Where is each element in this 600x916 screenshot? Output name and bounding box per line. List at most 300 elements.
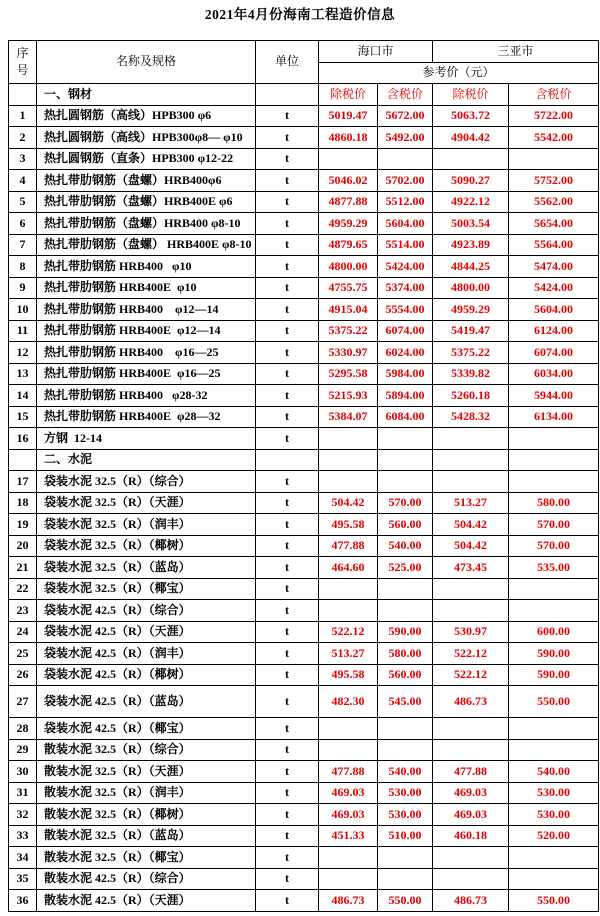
price-value-cell: 504.42 [433, 535, 509, 557]
price-value-cell [319, 471, 378, 493]
unit-cell: t [256, 342, 319, 364]
price-value-cell: 590.00 [509, 664, 599, 686]
price-value-cell: 504.42 [433, 514, 509, 536]
price-value-cell [433, 847, 509, 869]
item-name-cell: 袋装水泥 42.5（R）（天涯） [37, 621, 256, 643]
price-value-cell: 570.00 [378, 492, 433, 514]
price-value-cell: 5339.82 [433, 363, 509, 385]
price-value-cell: 550.00 [509, 686, 599, 718]
price-value-cell [319, 428, 378, 450]
col-header-unit: 单位 [256, 41, 319, 84]
price-value-cell [433, 578, 509, 600]
price-value-cell: 6034.00 [509, 363, 599, 385]
price-value-cell: 5375.22 [433, 342, 509, 364]
price-value-cell: 486.73 [433, 890, 509, 912]
price-value-cell: 5375.22 [319, 320, 378, 342]
unit-cell: t [256, 170, 319, 192]
unit-cell: t [256, 320, 319, 342]
serial-number-cell: 18 [9, 492, 37, 514]
price-value-cell: 5752.00 [509, 170, 599, 192]
price-value-cell [509, 578, 599, 600]
unit-cell: t [256, 277, 319, 299]
price-value-cell: 5984.00 [378, 363, 433, 385]
unit-cell: t [256, 471, 319, 493]
price-value-cell [433, 600, 509, 622]
item-row [9, 621, 599, 643]
unit-cell [256, 449, 319, 471]
price-type-label-cell: 含税价 [509, 84, 599, 106]
price-value-cell: 550.00 [509, 890, 599, 912]
price-value-cell: 6074.00 [378, 320, 433, 342]
serial-number-cell: 25 [9, 643, 37, 665]
price-value-cell [509, 471, 599, 493]
item-row [9, 782, 599, 804]
price-value-cell [378, 739, 433, 761]
price-type-label-cell: 除税价 [319, 84, 378, 106]
price-value-cell: 4755.75 [319, 277, 378, 299]
price-value-cell: 477.88 [319, 761, 378, 783]
unit-cell [256, 84, 319, 106]
unit-cell: t [256, 492, 319, 514]
item-name-cell: 热扎圆钢筋（高线）HPB300 φ6 [37, 105, 256, 127]
price-value-cell [378, 578, 433, 600]
price-value-cell [378, 718, 433, 740]
item-row [9, 191, 599, 213]
price-value-cell: 5428.32 [433, 406, 509, 428]
unit-cell: t [256, 664, 319, 686]
item-name-cell: 袋装水泥 32.5（R）（天涯） [37, 492, 256, 514]
serial-number-cell [9, 449, 37, 471]
unit-cell: t [256, 363, 319, 385]
price-value-cell: 5474.00 [509, 256, 599, 278]
serial-number-cell: 33 [9, 825, 37, 847]
item-row [9, 299, 599, 321]
price-value-cell: 5374.00 [378, 277, 433, 299]
price-value-cell: 495.58 [319, 514, 378, 536]
price-value-cell [509, 428, 599, 450]
unit-cell: t [256, 847, 319, 869]
unit-cell: t [256, 148, 319, 170]
price-type-label-cell: 除税价 [433, 84, 509, 106]
price-value-cell: 580.00 [509, 492, 599, 514]
price-value-cell: 520.00 [509, 825, 599, 847]
unit-cell: t [256, 782, 319, 804]
item-name-cell: 散装水泥 32.5（R）（椰树） [37, 804, 256, 826]
price-value-cell: 4879.65 [319, 234, 378, 256]
item-name-cell: 散装水泥 42.5（R）（天涯） [37, 890, 256, 912]
unit-cell: t [256, 686, 319, 718]
price-value-cell: 5330.97 [319, 342, 378, 364]
item-name-cell: 袋装水泥 42.5（R）（润丰） [37, 643, 256, 665]
price-value-cell: 5384.07 [319, 406, 378, 428]
price-value-cell: 5295.58 [319, 363, 378, 385]
price-value-cell: 4800.00 [319, 256, 378, 278]
serial-number-cell: 24 [9, 621, 37, 643]
unit-cell: t [256, 761, 319, 783]
price-value-cell: 4877.88 [319, 191, 378, 213]
price-value-cell: 5564.00 [509, 234, 599, 256]
price-value-cell: 530.00 [509, 804, 599, 826]
item-row [9, 471, 599, 493]
price-value-cell: 545.00 [378, 686, 433, 718]
unit-cell: t [256, 825, 319, 847]
unit-cell: t [256, 428, 319, 450]
section-title-cell: 二、水泥 [37, 449, 256, 471]
item-name-cell: 热扎带肋钢筋（盘螺）HRB400φ6 [37, 170, 256, 192]
item-name-cell: 热扎带肋钢筋（盘螺） HRB400E φ8-10 [37, 234, 256, 256]
price-value-cell: 570.00 [509, 535, 599, 557]
price-value-cell: 5604.00 [378, 213, 433, 235]
price-value-cell [319, 578, 378, 600]
price-value-cell: 590.00 [509, 643, 599, 665]
serial-number-cell: 11 [9, 320, 37, 342]
unit-cell: t [256, 299, 319, 321]
col-header-name-spec: 名称及规格 [37, 41, 256, 84]
item-name-cell: 袋装水泥 42.5（R）（椰树） [37, 664, 256, 686]
item-name-cell: 方钢 12-14 [37, 428, 256, 450]
unit-cell: t [256, 718, 319, 740]
item-name-cell: 袋装水泥 32.5（R）（蓝岛） [37, 557, 256, 579]
item-name-cell: 散装水泥 32.5（R）（蓝岛） [37, 825, 256, 847]
serial-number-cell: 22 [9, 578, 37, 600]
item-row [9, 825, 599, 847]
item-row [9, 492, 599, 514]
item-row [9, 342, 599, 364]
item-name-cell: 袋装水泥 32.5（R）（润丰） [37, 514, 256, 536]
price-value-cell [433, 718, 509, 740]
section-row [9, 84, 599, 106]
item-row [9, 385, 599, 407]
unit-cell: t [256, 256, 319, 278]
price-table [8, 40, 599, 912]
price-value-cell [378, 847, 433, 869]
price-value-cell [433, 449, 509, 471]
price-value-cell [509, 847, 599, 869]
item-row [9, 718, 599, 740]
table-header-row [9, 41, 599, 63]
price-value-cell: 5702.00 [378, 170, 433, 192]
serial-number-cell: 26 [9, 664, 37, 686]
unit-cell: t [256, 578, 319, 600]
item-row [9, 428, 599, 450]
item-row [9, 363, 599, 385]
serial-number-cell: 29 [9, 739, 37, 761]
item-row [9, 277, 599, 299]
price-value-cell: 513.27 [433, 492, 509, 514]
col-header-serial: 序号 [9, 41, 37, 84]
serial-number-cell: 23 [9, 600, 37, 622]
item-row [9, 406, 599, 428]
item-name-cell: 袋装水泥 32.5（R）（椰树） [37, 535, 256, 557]
price-value-cell: 4959.29 [433, 299, 509, 321]
serial-number-cell: 3 [9, 148, 37, 170]
item-name-cell: 热扎圆钢筋（高线）HPB300φ8— φ10 [37, 127, 256, 149]
item-row [9, 213, 599, 235]
serial-number-cell: 4 [9, 170, 37, 192]
price-value-cell [433, 739, 509, 761]
price-table-body [9, 41, 599, 912]
unit-cell: t [256, 514, 319, 536]
price-value-cell: 486.73 [433, 686, 509, 718]
unit-cell: t [256, 643, 319, 665]
price-value-cell: 530.00 [378, 782, 433, 804]
price-value-cell [509, 739, 599, 761]
serial-number-cell: 14 [9, 385, 37, 407]
item-name-cell: 袋装水泥 32.5（R）（椰宝） [37, 578, 256, 600]
price-value-cell: 4860.18 [319, 127, 378, 149]
price-value-cell [433, 428, 509, 450]
price-value-cell: 5604.00 [509, 299, 599, 321]
price-value-cell: 5944.00 [509, 385, 599, 407]
serial-number-cell: 35 [9, 868, 37, 890]
item-name-cell: 袋装水泥 42.5（R）（综合） [37, 600, 256, 622]
price-value-cell: 5046.02 [319, 170, 378, 192]
price-value-cell: 540.00 [378, 535, 433, 557]
item-row [9, 148, 599, 170]
unit-cell: t [256, 868, 319, 890]
price-value-cell: 530.00 [509, 782, 599, 804]
item-row [9, 514, 599, 536]
price-value-cell: 482.30 [319, 686, 378, 718]
price-value-cell [319, 449, 378, 471]
item-name-cell: 热扎带肋钢筋（盘螺）HRB400E φ6 [37, 191, 256, 213]
price-value-cell [319, 868, 378, 890]
item-row [9, 804, 599, 826]
section-title-cell: 一、钢材 [37, 84, 256, 106]
unit-cell: t [256, 213, 319, 235]
serial-number-cell: 27 [9, 686, 37, 718]
price-value-cell [378, 868, 433, 890]
serial-number-cell: 20 [9, 535, 37, 557]
serial-number-cell: 7 [9, 234, 37, 256]
unit-cell: t [256, 621, 319, 643]
item-name-cell: 散装水泥 42.5（R）（综合） [37, 868, 256, 890]
price-value-cell: 4844.25 [433, 256, 509, 278]
price-value-cell [509, 868, 599, 890]
price-value-cell: 469.03 [319, 804, 378, 826]
price-value-cell: 5512.00 [378, 191, 433, 213]
item-name-cell: 热扎带肋钢筋 HRB400 φ28-32 [37, 385, 256, 407]
price-value-cell: 5090.27 [433, 170, 509, 192]
item-name-cell: 热扎带肋钢筋 HRB400E φ10 [37, 277, 256, 299]
document-title: 2021年4月份海南工程造价信息 [204, 7, 396, 22]
item-row [9, 170, 599, 192]
price-value-cell: 570.00 [509, 514, 599, 536]
item-name-cell: 热扎带肋钢筋（盘螺）HRB400 φ8-10 [37, 213, 256, 235]
price-value-cell: 560.00 [378, 514, 433, 536]
serial-number-cell: 12 [9, 342, 37, 364]
price-value-cell [509, 718, 599, 740]
serial-number-cell: 8 [9, 256, 37, 278]
item-name-cell: 散装水泥 32.5（R）（综合） [37, 739, 256, 761]
unit-cell: t [256, 406, 319, 428]
price-value-cell: 522.12 [319, 621, 378, 643]
section-row [9, 449, 599, 471]
item-row [9, 105, 599, 127]
price-value-cell: 4800.00 [433, 277, 509, 299]
item-name-cell: 散装水泥 32.5（R）（天涯） [37, 761, 256, 783]
price-value-cell: 4915.04 [319, 299, 378, 321]
col-header-reference-price: 参考价（元） [319, 62, 599, 84]
serial-number-cell: 13 [9, 363, 37, 385]
price-value-cell: 5894.00 [378, 385, 433, 407]
price-value-cell: 6084.00 [378, 406, 433, 428]
price-value-cell: 504.42 [319, 492, 378, 514]
price-value-cell: 486.73 [319, 890, 378, 912]
price-value-cell: 5019.47 [319, 105, 378, 127]
price-value-cell: 5260.18 [433, 385, 509, 407]
price-value-cell: 522.12 [433, 664, 509, 686]
price-value-cell [378, 428, 433, 450]
item-row [9, 847, 599, 869]
price-value-cell: 495.58 [319, 664, 378, 686]
unit-cell: t [256, 890, 319, 912]
price-value-cell: 540.00 [378, 761, 433, 783]
serial-number-cell: 15 [9, 406, 37, 428]
serial-number-cell: 5 [9, 191, 37, 213]
price-value-cell: 5492.00 [378, 127, 433, 149]
price-value-cell: 560.00 [378, 664, 433, 686]
price-value-cell: 5562.00 [509, 191, 599, 213]
item-name-cell: 热扎带肋钢筋 HRB400 φ16—25 [37, 342, 256, 364]
price-value-cell: 535.00 [509, 557, 599, 579]
unit-cell: t [256, 535, 319, 557]
price-value-cell: 4923.89 [433, 234, 509, 256]
price-value-cell [509, 600, 599, 622]
item-row [9, 643, 599, 665]
price-value-cell: 473.45 [433, 557, 509, 579]
item-row [9, 234, 599, 256]
price-value-cell [319, 600, 378, 622]
item-name-cell: 热扎带肋钢筋 HRB400E φ16—25 [37, 363, 256, 385]
price-value-cell: 522.12 [433, 643, 509, 665]
price-value-cell: 510.00 [378, 825, 433, 847]
item-row [9, 535, 599, 557]
item-row [9, 686, 599, 718]
serial-number-cell: 36 [9, 890, 37, 912]
price-value-cell: 5722.00 [509, 105, 599, 127]
item-name-cell: 袋装水泥 42.5（R）（蓝岛） [37, 686, 256, 718]
price-value-cell: 530.00 [378, 804, 433, 826]
price-value-cell: 5542.00 [509, 127, 599, 149]
serial-number-cell: 10 [9, 299, 37, 321]
col-header-city-sanya: 三亚市 [433, 41, 599, 63]
price-value-cell: 4922.12 [433, 191, 509, 213]
item-row [9, 578, 599, 600]
item-row [9, 127, 599, 149]
unit-cell: t [256, 234, 319, 256]
serial-number-cell: 2 [9, 127, 37, 149]
serial-number-cell: 1 [9, 105, 37, 127]
serial-number-cell: 34 [9, 847, 37, 869]
price-value-cell [509, 449, 599, 471]
serial-number-cell: 17 [9, 471, 37, 493]
item-name-cell: 热扎圆钢筋（直条）HPB300 φ12-22 [37, 148, 256, 170]
price-value-cell: 5003.54 [433, 213, 509, 235]
serial-number-cell: 28 [9, 718, 37, 740]
price-value-cell [319, 148, 378, 170]
price-value-cell [378, 148, 433, 170]
unit-cell: t [256, 127, 319, 149]
price-value-cell: 600.00 [509, 621, 599, 643]
price-value-cell [433, 148, 509, 170]
item-name-cell: 热扎带肋钢筋 HRB400 φ12—14 [37, 299, 256, 321]
price-value-cell [509, 148, 599, 170]
serial-number-cell: 9 [9, 277, 37, 299]
serial-number-cell [9, 84, 37, 106]
price-value-cell: 6124.00 [509, 320, 599, 342]
price-value-cell: 469.03 [433, 782, 509, 804]
item-row [9, 890, 599, 912]
price-value-cell: 580.00 [378, 643, 433, 665]
price-value-cell: 4904.42 [433, 127, 509, 149]
item-row [9, 600, 599, 622]
price-value-cell: 477.88 [319, 535, 378, 557]
price-value-cell: 530.97 [433, 621, 509, 643]
price-value-cell [433, 868, 509, 890]
item-name-cell: 散装水泥 32.5（R）（椰宝） [37, 847, 256, 869]
item-row [9, 320, 599, 342]
item-name-cell: 热扎带肋钢筋 HRB400 φ10 [37, 256, 256, 278]
price-value-cell [319, 718, 378, 740]
unit-cell: t [256, 191, 319, 213]
unit-cell: t [256, 804, 319, 826]
price-value-cell: 5672.00 [378, 105, 433, 127]
item-row [9, 761, 599, 783]
item-row [9, 739, 599, 761]
price-value-cell: 5424.00 [378, 256, 433, 278]
price-value-cell: 5424.00 [509, 277, 599, 299]
serial-number-cell: 19 [9, 514, 37, 536]
price-value-cell: 460.18 [433, 825, 509, 847]
price-value-cell [378, 471, 433, 493]
price-value-cell: 6074.00 [509, 342, 599, 364]
price-value-cell: 464.60 [319, 557, 378, 579]
item-row [9, 868, 599, 890]
price-type-label-cell: 含税价 [378, 84, 433, 106]
serial-number-cell: 31 [9, 782, 37, 804]
price-value-cell [378, 449, 433, 471]
price-value-cell: 513.27 [319, 643, 378, 665]
price-value-cell: 6134.00 [509, 406, 599, 428]
item-row [9, 557, 599, 579]
price-value-cell: 5063.72 [433, 105, 509, 127]
price-value-cell: 525.00 [378, 557, 433, 579]
price-value-cell: 451.33 [319, 825, 378, 847]
item-name-cell: 散装水泥 32.5（R）（润丰） [37, 782, 256, 804]
price-value-cell [319, 739, 378, 761]
price-value-cell: 4959.29 [319, 213, 378, 235]
unit-cell: t [256, 385, 319, 407]
price-value-cell: 6024.00 [378, 342, 433, 364]
item-name-cell: 热扎带肋钢筋 HRB400E φ12—14 [37, 320, 256, 342]
price-value-cell: 5215.93 [319, 385, 378, 407]
price-value-cell: 469.03 [319, 782, 378, 804]
serial-number-cell: 32 [9, 804, 37, 826]
price-value-cell: 540.00 [509, 761, 599, 783]
price-value-cell: 477.88 [433, 761, 509, 783]
item-row [9, 664, 599, 686]
price-value-cell [378, 600, 433, 622]
price-value-cell: 550.00 [378, 890, 433, 912]
item-name-cell: 袋装水泥 42.5（R）（椰宝） [37, 718, 256, 740]
price-value-cell: 590.00 [378, 621, 433, 643]
item-name-cell: 热扎带肋钢筋 HRB400E φ28—32 [37, 406, 256, 428]
unit-cell: t [256, 105, 319, 127]
serial-number-cell: 16 [9, 428, 37, 450]
serial-number-cell: 6 [9, 213, 37, 235]
price-value-cell: 5419.47 [433, 320, 509, 342]
